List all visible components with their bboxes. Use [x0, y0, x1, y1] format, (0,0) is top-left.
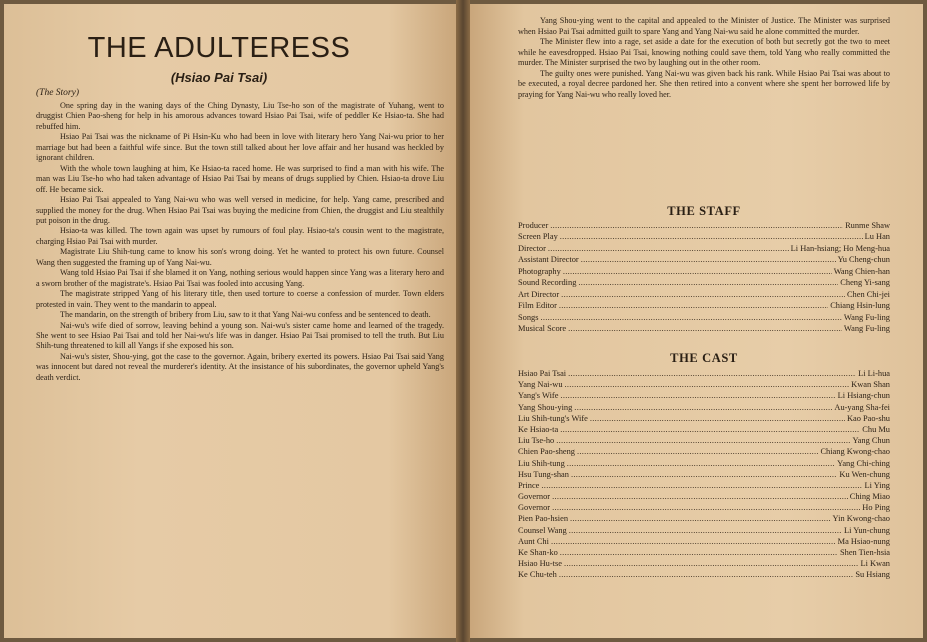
credit-role: Hsiao Hu-tse [518, 559, 562, 569]
leader-dots [559, 569, 853, 580]
leader-dots [567, 458, 835, 469]
credit-name: Yin Kwong-chao [832, 514, 890, 524]
credit-row [518, 424, 890, 435]
credit-row [518, 368, 890, 379]
story-paragraph: Hsiao-ta was killed. The town again was upset by rumours of foul play. Hsiao-ta's cousin went to the magistrate, charging Hsiao Pai Tsai with murder. [36, 226, 444, 246]
leader-dots [550, 220, 843, 231]
credit-name: Li Ying [864, 480, 890, 490]
credit-name: Su Hsiang [855, 570, 890, 580]
credit-row [518, 458, 890, 469]
credit-name: Li Hsiang-chun [837, 391, 890, 401]
credit-role: Governor [518, 492, 551, 502]
leader-dots [571, 469, 837, 480]
credit-role: Counsel Wang [518, 525, 567, 535]
story-paragraph: With the whole town laughing at him, Ke Hsiao-ta raced home. He was surprised to find a man with his wife. The man was Liu Tse-ho who had taken advantage of Hsiao Pai Tsai by means of drugs supplied by Chien. Hsiao-ta drove Liu off. He became sick. [36, 163, 444, 194]
story-paragraph: Hsiao Pai Tsai was the nickname of Pi Hsin-Ku who had been in love with literary hero Yang Nai-wu prior to her marriage but had been a faithful wife since. But the town still talked about her love affair and her husand was heckled by ignorant children. [36, 132, 444, 163]
credit-role: Ke Shan-ko [518, 548, 558, 557]
credit-role: Assistant Director [518, 255, 579, 265]
credit-role: Liu Shih-tung's Wife [518, 413, 588, 423]
leader-dots [556, 435, 850, 446]
leader-dots [577, 446, 818, 457]
credit-row [518, 491, 890, 502]
credit-role: Songs [518, 312, 539, 322]
credit-role: Producer [518, 221, 549, 230]
staff-heading: THE STAFF [667, 204, 741, 218]
credit-name: Au-yang Sha-fei [834, 402, 890, 412]
story-paragraph: Nai-wu's wife died of sorrow, leaving behind a young son. Nai-wu's sister came home and learned of the tragedy. She went to see Hsiao Pai Tsai and told her Nai-wu's life was in danger. Hsiao Pai Tsai promised to tell the truth. But Liu Shih-tung threatened to kill all Yangs if she exposed his son. [36, 320, 444, 351]
credit-row [518, 435, 890, 446]
credit-row [518, 558, 890, 569]
credit-role: Photography [518, 266, 561, 276]
credit-name: Ching Miao [849, 492, 890, 502]
leader-dots [565, 379, 850, 390]
credit-role: Prince [518, 480, 540, 490]
leader-dots [561, 289, 845, 300]
credit-role: Yang Shou-ying [518, 402, 573, 412]
credit-name: Li Li-hua [858, 369, 890, 378]
left-page [4, 4, 456, 638]
leader-dots [570, 513, 831, 524]
leader-dots [560, 424, 860, 435]
credit-row [518, 289, 890, 300]
credit-name: Wang Fu-ling [843, 323, 890, 333]
story-paragraph: Yang Shou-ying went to the capital and appealed to the Minister of Justice. The Minister was surprised when Hsiao Pai Tsai admitted guilt to spare Yang and Yang Nai-wu said he alone committed the murder. [518, 16, 890, 36]
credit-row [518, 220, 890, 231]
leader-dots [560, 231, 863, 242]
credit-row [518, 254, 890, 265]
credit-role: Governor [518, 503, 551, 513]
credit-role: Film Editor [518, 301, 557, 311]
page-title: THE ADULTERESS [87, 32, 351, 64]
leader-dots [564, 558, 858, 569]
credit-role: Aunt Chi [518, 536, 549, 546]
leader-dots [574, 402, 832, 413]
leader-dots [559, 300, 828, 311]
credit-name: Cheng Yi-sang [840, 278, 890, 288]
credit-name: Ho Ping [862, 503, 890, 513]
chinese-title: (Hsiao Pai Tsai) [170, 70, 268, 85]
credit-name: Ma Hsiao-nung [837, 536, 890, 546]
credit-row [518, 243, 890, 254]
leader-dots [581, 254, 836, 265]
credit-name: Chen Chi-jei [846, 289, 890, 299]
leader-dots [540, 312, 841, 323]
leader-dots [590, 413, 845, 424]
credit-name: Runme Shaw [845, 221, 890, 230]
credit-row [518, 469, 890, 480]
cast-list [518, 368, 890, 581]
story-paragraph: The Minister flew into a rage, set aside a date for the execution of both but secretly got the two to meet while he eavesdropped. Hsiao Pai Tsai, knowing nothing could save them, told Yang who really committed the murder. The Minister surprised the two by laughing out in the other room. [518, 37, 890, 67]
staff-list [518, 220, 890, 334]
credit-role: Hsiao Pai Tsai [518, 369, 567, 378]
story-paragraph: The guilty ones were punished. Yang Nai-wu was given back his rank. While Hsiao Pai Tsai was about to be executed, a royal decree pardoned her. She then retired into a convent where she spent her borrowed life by praying for Yang Nai-wu who really loved her. [518, 68, 890, 99]
credit-name: Lu Han [864, 232, 890, 242]
story-text [36, 101, 444, 383]
credit-row [518, 323, 890, 334]
credit-role: Sound Recording [518, 278, 577, 288]
credit-name: Yang Chi-ching [837, 458, 890, 468]
credit-name: Yang Chun [852, 436, 890, 446]
story-paragraph: Wang told Hsiao Pai Tsai if she blamed it on Yang, nothing serious would happen since Yang was a literary hero and a sworn brother of the magistrate's. Hsiao Pai Tsai was fooled into accusing Yang. [36, 268, 444, 288]
credit-row [518, 536, 890, 547]
credit-row [518, 525, 890, 536]
credit-name: Kao Pao-shu [846, 413, 890, 423]
credit-row [518, 569, 890, 580]
credit-name: Li Han-hsiang; Ho Meng-hua [790, 243, 890, 253]
credit-row [518, 413, 890, 424]
leader-dots [541, 480, 862, 491]
story-paragraph: The magistrate stripped Yang of his literary title, then used torture to coerse a confession of murder. Town elders protested in vain. They went to the mandarin to appeal. [36, 289, 444, 309]
credit-role: Ke Hsiao-ta [518, 424, 559, 434]
credit-name: Chu Mu [862, 424, 890, 434]
credit-row [518, 312, 890, 323]
credit-row [518, 231, 890, 242]
credit-row [518, 300, 890, 311]
leader-dots [568, 368, 856, 379]
credit-role: Hsu Tung-shan [518, 469, 569, 479]
story-paragraph: One spring day in the waning days of the Ching Dynasty, Liu Tse-ho son of the magistrate of Yuhang, went to druggist Chien Pao-sheng for help in his amorous advances toward Hsiao Pai Tsai, wife of peddler Ke Hsiao-ta. She had rebuffed him. [36, 101, 444, 131]
leader-dots [548, 243, 789, 254]
credit-role: Liu Tse-ho [518, 436, 555, 446]
credit-name: Shen Tien-hsia [839, 548, 890, 557]
story-paragraph: Hsiao Pai Tsai appealed to Yang Nai-wu who was well versed in medicine, for help. Yang came, prescribed and supplied the money for the drug. When Hsiao Pai Tsai was buying the medicine from Chien, the druggist and Liu stealthily put poison in the drug. [36, 195, 444, 225]
story-label: (The Story) [36, 88, 80, 98]
credit-row [518, 502, 890, 513]
credit-name: Ku Wen-chung [839, 469, 890, 479]
story-paragraph: Nai-wu's sister, Shou-ying, got the case to the governor. Again, bribery exerted its powers. Hsiao Pai Tsai said Yang was innocent but dared not reveal the murderer's identity. At the insistance of his subordinates, the governor upheld Yang's death verdict. [36, 351, 444, 382]
credit-name: Li Yun-chung [844, 525, 890, 535]
credit-role: Liu Shih-tung [518, 458, 565, 468]
leader-dots [560, 547, 838, 558]
credit-name: Chiang Kwong-chao [820, 447, 890, 457]
credit-row [518, 446, 890, 457]
credit-row [518, 513, 890, 524]
credit-role: Art Director [518, 289, 560, 299]
right-page [470, 4, 923, 638]
credit-row [518, 547, 890, 558]
leader-dots [560, 390, 835, 401]
leader-dots [568, 323, 842, 334]
credit-role: Chien Pao-sheng [518, 447, 575, 457]
credit-row [518, 402, 890, 413]
credit-name: Li Kwan [860, 559, 890, 569]
book-gutter [456, 0, 470, 642]
story-paragraph: Magistrate Liu Shih-tung came to know his son's wrong doing. Yet he wanted to protect his own future. Counsel Wang then suggested the framing up of Yang Nai-wu. [36, 247, 444, 267]
credit-name: Wang Fu-ling [843, 312, 890, 322]
cast-heading: THE CAST [670, 351, 738, 365]
credit-role: Yang's Wife [518, 391, 559, 401]
credit-role: Musical Score [518, 323, 567, 333]
leader-dots [551, 536, 836, 547]
credit-role: Ke Chu-teh [518, 570, 557, 580]
credit-name: Kwan Shan [851, 380, 890, 390]
story-paragraph: The mandarin, on the strength of bribery from Liu, saw to it that Yang Nai-wu confess and be sentenced to death. [60, 310, 431, 320]
credit-role: Director [518, 243, 546, 253]
leader-dots [552, 502, 860, 513]
credit-row [518, 480, 890, 491]
credit-row [518, 266, 890, 277]
leader-dots [569, 525, 842, 536]
credit-name: Wang Chien-han [833, 266, 890, 276]
credit-role: Pien Pao-hsien [518, 514, 569, 524]
credit-row [518, 277, 890, 288]
credit-role: Yang Nai-wu [518, 380, 563, 390]
credit-role: Screen Play [518, 232, 558, 242]
credit-name: Chiang Hsin-lung [830, 301, 890, 311]
leader-dots [578, 277, 838, 288]
credit-name: Yu Cheng-chun [837, 255, 890, 265]
credit-row [518, 379, 890, 390]
story-continued [518, 16, 890, 100]
leader-dots [552, 491, 848, 502]
leader-dots [563, 266, 832, 277]
credit-row [518, 390, 890, 401]
